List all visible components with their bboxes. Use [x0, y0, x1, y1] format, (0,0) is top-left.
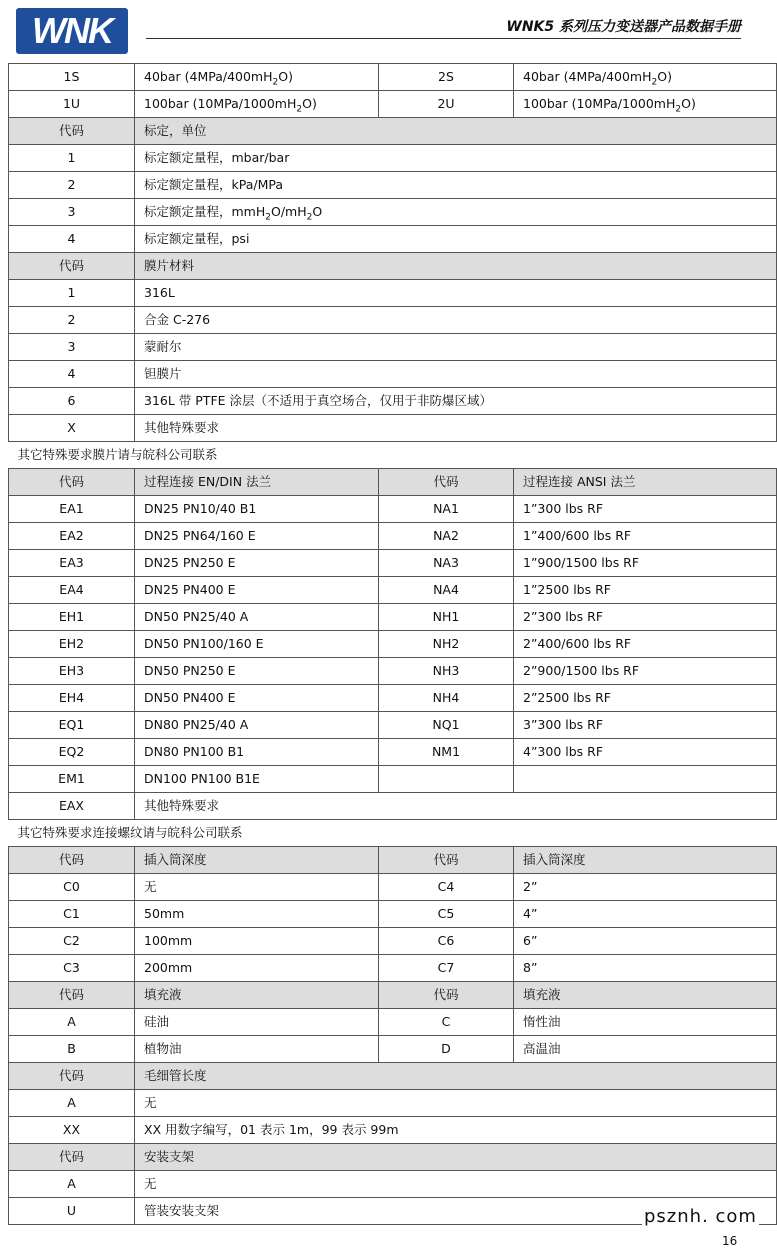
table-row	[9, 658, 777, 685]
table-cell: 1U	[9, 91, 135, 118]
table-cell: 2”	[514, 874, 777, 901]
table-cell: 6”	[514, 928, 777, 955]
table-cell: 无	[135, 1171, 777, 1198]
table-cell: 1	[9, 145, 135, 172]
table-cell: 高温油	[514, 1036, 777, 1063]
table-cell: EH2	[9, 631, 135, 658]
table-cell: C5	[379, 901, 514, 928]
table-row	[9, 388, 777, 415]
table-cell: EA1	[9, 496, 135, 523]
table-row	[9, 550, 777, 577]
table-cell: 标定额定量程，$mmH_2O/mH_2O$	[135, 199, 777, 226]
table-cell: 2”900/1500 lbs RF	[514, 658, 777, 685]
table-cell: 代码	[9, 118, 135, 145]
table-cell: EQ1	[9, 712, 135, 739]
table-cell: 硅油	[135, 1009, 379, 1036]
table-cell: C0	[9, 874, 135, 901]
table-row	[9, 874, 777, 901]
table-cell: DN50 PN400 E	[135, 685, 379, 712]
table-cell: 其他特殊要求	[135, 793, 777, 820]
table-cell: DN80 PN25/40 A	[135, 712, 379, 739]
table-cell: 100bar $(10MPa/1000mH_2O)$	[514, 91, 777, 118]
table-cell: 3	[9, 199, 135, 226]
table-cell: 过程连接 EN/DIN 法兰	[135, 469, 379, 496]
table-cell: 4	[9, 361, 135, 388]
table-cell: NH4	[379, 685, 514, 712]
table-cell: 8”	[514, 955, 777, 982]
table-cell: NM1	[379, 739, 514, 766]
table-row	[9, 604, 777, 631]
table-cell: EA4	[9, 577, 135, 604]
table-cell: 2S	[379, 64, 514, 91]
table-cell: EQ2	[9, 739, 135, 766]
table-cell: 2”2500 lbs RF	[514, 685, 777, 712]
table-cell: 毛细管长度	[135, 1063, 777, 1090]
table-cell: 2”300 lbs RF	[514, 604, 777, 631]
table-row	[9, 334, 777, 361]
table-row	[9, 712, 777, 739]
table-cell: 316L 带 PTFE 涂层（不适用于真空场合，仅用于非防爆区域）	[135, 388, 777, 415]
table-cell: C7	[379, 955, 514, 982]
table-cell: 插入筒深度	[135, 847, 379, 874]
table-row	[9, 361, 777, 388]
table-row	[9, 280, 777, 307]
table-cell: 管装安装支架	[135, 1198, 777, 1225]
table-cell: 无	[135, 1090, 777, 1117]
table-cell: NA3	[379, 550, 514, 577]
table-row	[9, 1171, 777, 1198]
table-cell: DN25 PN10/40 B1	[135, 496, 379, 523]
table-row	[9, 226, 777, 253]
table-row	[9, 523, 777, 550]
table-cell: EH4	[9, 685, 135, 712]
table-row	[9, 766, 777, 793]
table-row	[9, 577, 777, 604]
table-row	[9, 199, 777, 226]
table-cell: D	[379, 1036, 514, 1063]
table-cell: 钽膜片	[135, 361, 777, 388]
table-cell: C	[379, 1009, 514, 1036]
table-cell: EH3	[9, 658, 135, 685]
table-cell: C2	[9, 928, 135, 955]
table-cell	[379, 766, 514, 793]
table-row	[9, 172, 777, 199]
table-row	[9, 415, 777, 442]
document-title: WNK5 系列压力变送器产品数据手册	[506, 19, 741, 35]
table-cell: NH2	[379, 631, 514, 658]
table-cell: 标定，单位	[135, 118, 777, 145]
table-cell: C3	[9, 955, 135, 982]
table-row	[9, 307, 777, 334]
table-cell: NA4	[379, 577, 514, 604]
table-row	[9, 1090, 777, 1117]
page-number: 16	[722, 1234, 738, 1248]
table-cell: C6	[379, 928, 514, 955]
table-cell: 代码	[379, 847, 514, 874]
table-cell: 1”900/1500 lbs RF	[514, 550, 777, 577]
table-cell: 40bar $(4MPa/400mH_2O)$	[135, 64, 379, 91]
table-cell: 2U	[379, 91, 514, 118]
table-cell: 3	[9, 334, 135, 361]
table-row	[9, 901, 777, 928]
table-cell: C1	[9, 901, 135, 928]
table-cell: 1”400/600 lbs RF	[514, 523, 777, 550]
table-row	[9, 793, 777, 820]
table-row	[9, 685, 777, 712]
table-cell: 合金 C-276	[135, 307, 777, 334]
table-cell: A	[9, 1090, 135, 1117]
table-cell: NH3	[379, 658, 514, 685]
table-cell: EM1	[9, 766, 135, 793]
table-cell: 4	[9, 226, 135, 253]
table-cell: NA2	[379, 523, 514, 550]
table-cell: NH1	[379, 604, 514, 631]
table-row	[9, 820, 777, 847]
table-cell: 2	[9, 172, 135, 199]
table-cell: DN100 PN100 B1E	[135, 766, 379, 793]
table-cell: 其他特殊要求	[135, 415, 777, 442]
table-cell: 无	[135, 874, 379, 901]
table-cell: 代码	[9, 982, 135, 1009]
table-row	[9, 1036, 777, 1063]
table-cell: 3”300 lbs RF	[514, 712, 777, 739]
table-cell: 填充液	[135, 982, 379, 1009]
table-note: 其它特殊要求连接螺纹请与皖科公司联系	[9, 820, 777, 847]
table-cell: 过程连接 ANSI 法兰	[514, 469, 777, 496]
table-cell: 插入筒深度	[514, 847, 777, 874]
table-cell: 代码	[9, 469, 135, 496]
table-row	[9, 91, 777, 118]
table-row	[9, 955, 777, 982]
table-cell: XX	[9, 1117, 135, 1144]
table-cell: U	[9, 1198, 135, 1225]
table-cell: 1	[9, 280, 135, 307]
table-cell: DN25 PN250 E	[135, 550, 379, 577]
table-row	[9, 442, 777, 469]
table-row	[9, 739, 777, 766]
table-cell: DN25 PN400 E	[135, 577, 379, 604]
table-cell: DN50 PN250 E	[135, 658, 379, 685]
table-cell: 6	[9, 388, 135, 415]
header-divider	[146, 38, 741, 39]
table-cell: C4	[379, 874, 514, 901]
table-cell: EA3	[9, 550, 135, 577]
table-cell: 50mm	[135, 901, 379, 928]
table-cell: 蒙耐尔	[135, 334, 777, 361]
wnk-logo: WNK	[16, 8, 128, 54]
table-cell: 200mm	[135, 955, 379, 982]
table-cell: DN50 PN25/40 A	[135, 604, 379, 631]
table-row	[9, 631, 777, 658]
table-header-row	[9, 469, 777, 496]
table-cell: X	[9, 415, 135, 442]
table-cell: 代码	[9, 253, 135, 280]
table-cell: DN25 PN64/160 E	[135, 523, 379, 550]
table-cell: A	[9, 1009, 135, 1036]
table-cell: 316L	[135, 280, 777, 307]
table-cell: 代码	[9, 1144, 135, 1171]
table-cell: DN80 PN100 B1	[135, 739, 379, 766]
table-cell: 40bar $(4MPa/400mH_2O)$	[514, 64, 777, 91]
table-row	[9, 1117, 777, 1144]
table-cell: B	[9, 1036, 135, 1063]
table-row	[9, 1009, 777, 1036]
table-row	[9, 64, 777, 91]
table-cell: 1”300 lbs RF	[514, 496, 777, 523]
product-code-table	[8, 63, 777, 1225]
table-cell: DN50 PN100/160 E	[135, 631, 379, 658]
site-watermark: psznh. com	[644, 1206, 757, 1227]
table-cell: 填充液	[514, 982, 777, 1009]
table-cell: A	[9, 1171, 135, 1198]
table-header-row	[9, 118, 777, 145]
table-header-row	[9, 253, 777, 280]
table-cell: 2”400/600 lbs RF	[514, 631, 777, 658]
table-cell: 代码	[379, 982, 514, 1009]
table-cell: 4”	[514, 901, 777, 928]
table-cell: XX 用数字编写，01 表示 1m，99 表示 99m	[135, 1117, 777, 1144]
table-note: 其它特殊要求膜片请与皖科公司联系	[9, 442, 777, 469]
table-cell: 100bar $(10MPa/1000mH_2O)$	[135, 91, 379, 118]
table-cell: 标定额定量程，mbar/bar	[135, 145, 777, 172]
table-row	[9, 145, 777, 172]
table-cell: 代码	[9, 1063, 135, 1090]
table-cell: EH1	[9, 604, 135, 631]
table-cell: 膜片材料	[135, 253, 777, 280]
table-cell: 安装支架	[135, 1144, 777, 1171]
table-cell: 100mm	[135, 928, 379, 955]
table-header-row	[9, 982, 777, 1009]
table-cell: EAX	[9, 793, 135, 820]
table-cell: EA2	[9, 523, 135, 550]
table-cell: 1S	[9, 64, 135, 91]
table-cell: 4”300 lbs RF	[514, 739, 777, 766]
table-cell: NA1	[379, 496, 514, 523]
table-header-row	[9, 847, 777, 874]
table-cell: NQ1	[379, 712, 514, 739]
table-cell: 标定额定量程，kPa/MPa	[135, 172, 777, 199]
table-cell: 代码	[9, 847, 135, 874]
table-cell: 代码	[379, 469, 514, 496]
table-cell: 1”2500 lbs RF	[514, 577, 777, 604]
table-cell	[514, 766, 777, 793]
table-header-row	[9, 1063, 777, 1090]
table-cell: 标定额定量程，psi	[135, 226, 777, 253]
table-header-row	[9, 1144, 777, 1171]
table-cell: 植物油	[135, 1036, 379, 1063]
table-cell: 惰性油	[514, 1009, 777, 1036]
table-cell: 2	[9, 307, 135, 334]
table-row	[9, 496, 777, 523]
table-row	[9, 928, 777, 955]
